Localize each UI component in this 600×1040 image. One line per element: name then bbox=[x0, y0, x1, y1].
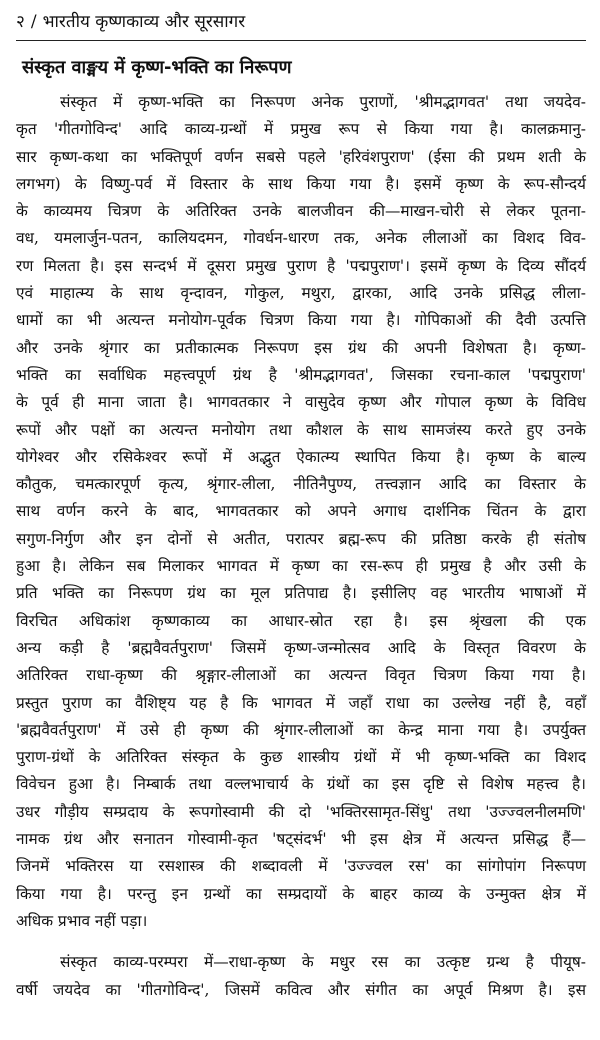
text-line: विरचित अधिकांश कृष्णकाव्य का आधार-स्रोत रहा है। इस श्रृंखला की एक bbox=[16, 611, 586, 630]
text-line: और उनके श्रृंगार का प्रतीकात्मक निरूपण इस ग्रंथ की अपनी विशेषता है। कृष्ण- bbox=[16, 338, 586, 357]
paragraph-2 bbox=[16, 949, 586, 1004]
text-line: वर्षी जयदेव का 'गीतगोविन्द', जिसमें कवित्व और संगीत का अपूर्व मिश्रण है। इस bbox=[16, 980, 586, 999]
text-line: वध, यमलार्जुन-पतन, कालियदमन, गोवर्धन-धारण तक, अनेक लीलाओं का विशद विव- bbox=[16, 229, 586, 248]
text-line: प्रस्तुत पुराण का वैशिष्ट्य यह है कि भागवत में जहाँ राधा का उल्लेख नहीं है, वहाँ bbox=[16, 693, 586, 712]
paragraph-1 bbox=[16, 89, 586, 935]
book-title: भारतीय कृष्णकाव्य और सूरसागर bbox=[42, 12, 246, 32]
text-line: जिनमें भक्तिरस या रसशास्त्र की शब्दावली में 'उज्ज्वल रस' का सांगोपांग निरूपण bbox=[16, 857, 586, 876]
text-line: प्रति भक्ति का निरूपण ग्रंथ का मूल प्रतिपाद्य है। इसीलिए वह भारतीय भाषाओं में bbox=[16, 584, 586, 603]
text-line: विवेचन हुआ है। निम्बार्क तथा वल्लभाचार्य के ग्रंथों का इस दृष्टि से विशेष महत्त्व है। bbox=[16, 775, 586, 794]
text-line: सगुण-निर्गुण और इन दोनों से अतीत, परात्पर ब्रह्म-रूप की प्रतिष्ठा करके ही संतोष bbox=[16, 529, 586, 548]
text-line: के पूर्व ही माना जाता है। भागवतकार ने वासुदेव कृष्ण और गोपाल कृष्ण के विविध bbox=[16, 393, 586, 412]
text-line: धामों का भी अत्यन्त मनोयोग-पूर्वक चित्रण किया गया है। गोपिकाओं की दैवी उत्पत्ति bbox=[16, 311, 586, 330]
text-line: सार कृष्ण-कथा का भक्तिपूर्ण वर्णन सबसे पहले 'हरिवंशपुराण' (ईसा की प्रथम शती के bbox=[16, 147, 586, 166]
text-line: अन्य कड़ी है 'ब्रह्मवैवर्तपुराण' जिसमें कृष्ण-जन्मोत्सव आदि के विस्तृत विवरण के bbox=[16, 638, 586, 657]
text-line: 'ब्रह्मवैवर्तपुराण' में उसे ही कृष्ण की श्रृंगार-लीलाओं का केन्द्र माना गया है। उपर्युक्त bbox=[16, 720, 586, 739]
text-line: रण मिलता है। इस सन्दर्भ में दूसरा प्रमुख पुराण है 'पद्मपुराण'। इसमें कृष्ण के दिव्य सौंदर्य bbox=[16, 256, 586, 275]
text-line: संस्कृत में कृष्ण-भक्ति का निरूपण अनेक पुराणों, 'श्रीमद्भागवत' तथा जयदेव- bbox=[60, 93, 586, 111]
text-line: रूपों और पक्षों का अत्यन्त मनोयोग तथा कौशल के साथ सामजंस्य करते हुए उनके bbox=[16, 420, 586, 439]
text-line: उधर गौड़ीय सम्प्रदाय के रूपगोस्वामी की दो 'भक्तिरसामृत-सिंधु' तथा 'उज्ज्वलनीलमणि' bbox=[16, 802, 586, 821]
body-text bbox=[16, 89, 586, 1004]
text-line: साथ वर्णन करने के बाद, भागवतकार को अपने अगाध दार्शनिक चिंतन के द्वारा bbox=[16, 502, 586, 521]
text-line: नामक ग्रंथ और सनातन गोस्वामी-कृत 'षट्संदर्भ' भी इस क्षेत्र में अत्यन्त प्रसिद्ध हैं— bbox=[16, 830, 586, 849]
text-line: योगेश्वर और रसिकेश्वर रूपों में अद्भुत ऐकात्म्य स्थापित किया है। कृष्ण के बाल्य bbox=[16, 447, 586, 466]
text-line: एवं माहात्म्य के साथ वृन्दावन, गोकुल, मथुरा, द्वारका, आदि उनके प्रसिद्ध लीला- bbox=[16, 284, 586, 303]
text-line: लगभग) के विष्णु-पर्व में विस्तार के साथ किया गया है। इसमें कृष्ण के रूप-सौन्दर्य bbox=[16, 174, 586, 193]
section-title: संस्कृत वाङ्मय में कृष्ण-भक्ति का निरूपण bbox=[22, 57, 292, 78]
text-line: कौतुक, चमत्कारपूर्ण कृत्य, श्रृंगार-लीला, नीतिनैपुण्य, तत्त्वज्ञान आदि का विस्तार के bbox=[16, 475, 586, 494]
text-line: कृत 'गीतगोविन्द' आदि काव्य-ग्रन्थों में प्रमुख रूप से किया गया है। कालक्रमानु- bbox=[16, 120, 586, 139]
text-line: अतिरिक्त राधा-कृष्ण की श्रृङ्गार-लीलाओं का अत्यन्त विवृत चित्रण किया गया है। bbox=[16, 666, 586, 685]
page-number: २ bbox=[16, 12, 25, 32]
text-line: किया गया है। परन्तु इन ग्रन्थों का सम्प्रदायों के बाहर काव्य के उन्मुक्त क्षेत्र में bbox=[16, 884, 586, 903]
header-separator: / bbox=[30, 12, 37, 32]
text-line: पुराण-ग्रंथों के अतिरिक्त संस्कृत के कुछ शास्त्रीय ग्रंथों में भी कृष्ण-भक्ति का विशद bbox=[16, 748, 586, 767]
running-header bbox=[16, 10, 586, 34]
text-line: हुआ है। लेकिन सब मिलाकर भागवत में कृष्ण का रस-रूप ही प्रमुख है और उसी के bbox=[16, 557, 586, 576]
text-line: संस्कृत काव्य-परम्परा में—राधा-कृष्ण के मधुर रस का उत्कृष्ट ग्रन्थ है पीयूष- bbox=[60, 953, 586, 972]
text-line: के काव्यमय चित्रण के अतिरिक्त उनके बालजीवन की—माखन-चोरी से लेकर पूतना- bbox=[16, 202, 586, 221]
text-line: अधिक प्रभाव नहीं पड़ा। bbox=[16, 911, 148, 930]
header-rule bbox=[16, 40, 586, 41]
text-line: भक्ति का सर्वाधिक महत्त्वपूर्ण ग्रंथ है 'श्रीमद्भागवत', जिसका रचना-काल 'पद्मपुराण' bbox=[16, 365, 586, 384]
